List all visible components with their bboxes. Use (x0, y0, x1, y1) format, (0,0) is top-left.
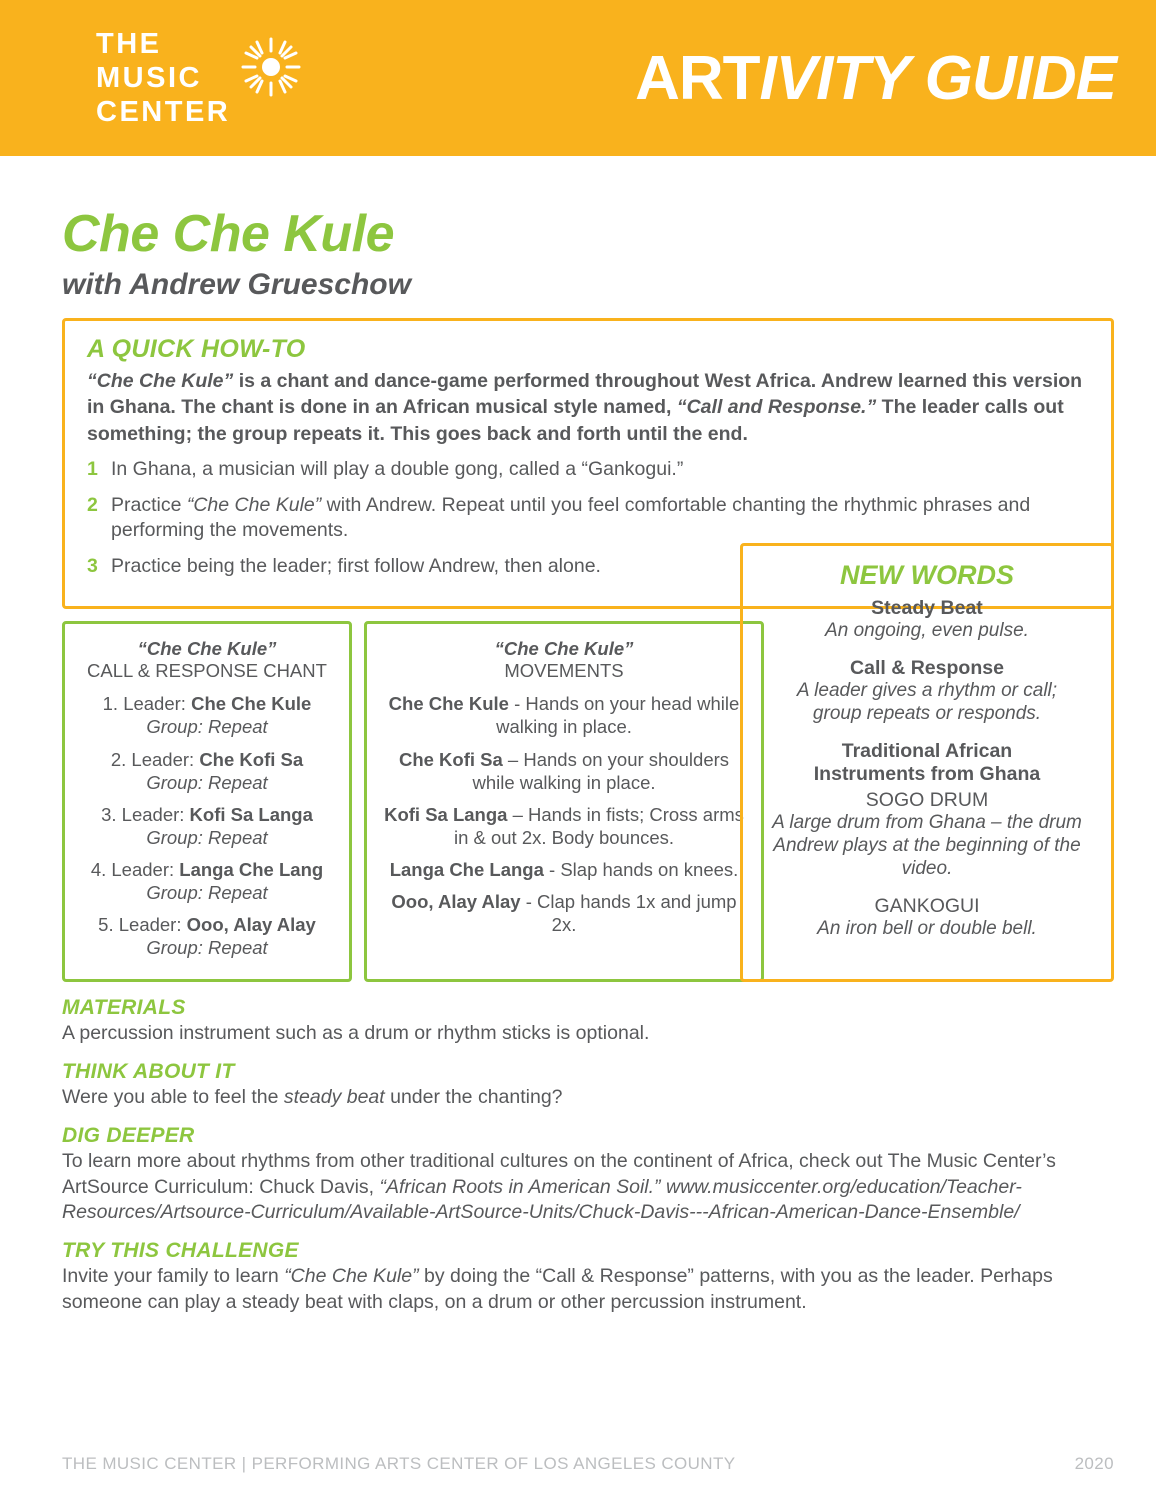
instrument-def-sogo: A large drum from Ghana – the drum Andrew plays at the beginning of the video. (772, 812, 1082, 879)
chant-item (75, 913, 339, 959)
movement-desc: - Clap hands 1x and jump 2x. (520, 891, 737, 936)
movement-item (377, 803, 751, 849)
page-header (0, 0, 1156, 156)
dig-deeper-section (62, 1124, 1114, 1225)
chant-call: Ooo, Alay Alay (186, 914, 316, 936)
chant-leader-label: 1. Leader: (102, 693, 192, 715)
chant-leader-label: 4. Leader: (90, 859, 180, 880)
chant-item (75, 803, 339, 849)
movement-item (377, 692, 751, 738)
chant-group-response: Group: Repeat (146, 882, 268, 904)
challenge-pre: Invite your family to learn (62, 1265, 285, 1288)
new-word-definition-line1: A leader gives a rhythm or call; (796, 680, 1058, 702)
think-about-it-text (62, 1085, 1114, 1110)
chant-leader-label: 3. Leader: (101, 803, 190, 825)
new-word-definition: An ongoing, even pulse. (825, 620, 1029, 642)
page-body (0, 156, 1156, 1315)
chant-leader-label: 5. Leader: (98, 914, 187, 936)
chant-call: Kofi Sa Langa (189, 803, 313, 825)
new-word-definition (755, 680, 1099, 726)
try-this-challenge-section (62, 1239, 1114, 1315)
movement-name: Che Che Kule (388, 693, 509, 715)
step-text-post: with Andrew. Repeat until you feel comfortable chanting the rhythmic phrases and performing the movements. (111, 493, 1031, 542)
try-this-challenge-heading: TRY THIS CHALLENGE (62, 1239, 299, 1263)
think-pre: Were you able to feel the (62, 1085, 284, 1108)
step-text: Practice being the leader; first follow Andrew, then alone. (111, 555, 601, 578)
instrument-name-gankogui: GANKOGUI (874, 894, 980, 917)
logo-wordmark (96, 27, 230, 130)
instrument-name-sogo: SOGO DRUM (865, 788, 989, 811)
step-text-pre: Practice (111, 493, 187, 516)
call-response-chant-box (62, 621, 352, 982)
movements-heading-sub: MOVEMENTS (504, 660, 624, 682)
chant-item (75, 692, 339, 738)
think-about-it-section (62, 1060, 1114, 1110)
step-text (111, 493, 1091, 544)
movements-column-heading (377, 638, 751, 682)
movement-desc: - Slap hands on knees. (543, 859, 739, 880)
movements-box (364, 621, 764, 982)
logo-line-the: THE (96, 27, 162, 60)
page-subtitle: with Andrew Grueschow (62, 268, 411, 301)
chant-group-response: Group: Repeat (146, 937, 268, 959)
chant-call: Langa Che Lang (179, 859, 324, 880)
instruments-heading-line2: Instruments from Ghana (813, 763, 1041, 786)
materials-section (62, 996, 1114, 1046)
step-number: 1 (87, 457, 98, 480)
footer-left-text: THE MUSIC CENTER | PERFORMING ARTS CENTER OF LOS ANGELES COUNTY (62, 1454, 736, 1473)
intro-title-quote: “Che Che Kule” (87, 370, 234, 392)
movement-name: Kofi Sa Langa (384, 803, 508, 825)
movement-name: Langa Che Langa (389, 859, 544, 880)
chant-group-response: Group: Repeat (146, 826, 268, 848)
think-em: steady beat (283, 1085, 385, 1108)
how-to-step-2 (87, 493, 1091, 544)
step-text-em: “Che Che Kule” (186, 493, 322, 516)
bottom-sections (62, 996, 1114, 1315)
how-to-step-1 (87, 457, 1091, 483)
materials-text: A percussion instrument such as a drum or rhythm sticks is optional. (62, 1021, 650, 1044)
new-words-box (740, 543, 1114, 982)
movement-item (377, 858, 751, 881)
materials-heading: MATERIALS (62, 995, 186, 1019)
dig-deeper-text (62, 1149, 1114, 1225)
new-word-term: Call & Response (850, 657, 1004, 680)
chant-group-response: Group: Repeat (146, 716, 268, 738)
quick-how-to-intro (87, 368, 1091, 447)
movement-item (377, 890, 751, 936)
artivity-guide-title-bold: ART (635, 43, 760, 113)
challenge-em: “Che Che Kule” (284, 1265, 419, 1288)
quick-how-to-heading: A QUICK HOW-TO (87, 335, 306, 363)
dig-pre: To learn more about rhythms from other traditional cultures on the continent of Africa, check out The Music Center’s ArtSource Curriculum: Chuck Davis, (62, 1150, 1056, 1198)
intro-text-d: The leader calls out something; the group repeats it. This goes back and forth until the end. (87, 396, 1064, 445)
dig-em: “African Roots in American Soil.” (379, 1175, 661, 1198)
try-this-challenge-text (62, 1264, 1114, 1315)
movement-name: Ooo, Alay Alay (391, 891, 521, 913)
chant-group-response: Group: Repeat (146, 771, 268, 793)
page-title: Che Che Kule (62, 205, 395, 263)
think-about-it-heading: THINK ABOUT IT (62, 1059, 235, 1083)
instruments-heading-line1: Traditional African (841, 740, 1013, 763)
movement-desc: – Hands on your shoulders while walking in place. (472, 748, 730, 793)
step-number: 2 (87, 493, 98, 516)
movements-heading-title: “Che Che Kule” (494, 637, 634, 659)
logo-line-music: MUSIC (96, 61, 202, 94)
movement-desc: - Hands on your head while walking in place. (496, 693, 740, 738)
challenge-post: by doing the “Call & Response” patterns, with you as the leader. Perhaps someone can play a steady beat with claps, on a drum or other percussion instrument. (62, 1265, 1053, 1313)
chant-heading-title: “Che Che Kule” (137, 637, 277, 659)
logo-line-center: CENTER (96, 96, 231, 129)
page-footer (62, 1454, 1114, 1474)
chant-call: Che Kofi Sa (199, 748, 304, 770)
think-post: under the chanting? (384, 1085, 563, 1108)
chant-heading-sub: CALL & RESPONSE CHANT (87, 660, 327, 682)
artivity-guide-title (635, 43, 1116, 114)
chant-column-heading (75, 638, 339, 682)
artsource-curriculum-link[interactable]: www.musiccenter.org/education/Teacher-Resources/Artsource-Curriculum/Available-ArtSource-Units/Chuck-Davis---African-American-Dance-Ensemble/ (62, 1175, 1022, 1223)
instrument-def-gankogui: An iron bell or double bell. (817, 918, 1037, 939)
step-number: 3 (87, 555, 98, 578)
sunburst-icon (240, 36, 302, 103)
chant-call: Che Che Kule (191, 693, 312, 715)
footer-year: 2020 (1074, 1454, 1114, 1473)
new-word-term: Steady Beat (871, 596, 983, 619)
music-center-logo (96, 27, 302, 130)
chant-item (75, 858, 339, 904)
step-text: In Ghana, a musician will play a double gong, called a “Gankogui.” (111, 457, 684, 480)
new-word-definition-line2: group repeats or responds. (812, 703, 1042, 725)
dig-deeper-heading: DIG DEEPER (62, 1124, 195, 1148)
chant-item (75, 748, 339, 794)
chant-leader-label: 2. Leader: (110, 748, 200, 770)
intro-text-b: is a chant and dance-game performed throughout West Africa. Andrew learned this version in Ghana. The chant is done in an African musical style named, (87, 370, 1083, 419)
movement-item (377, 748, 751, 794)
movement-desc: – Hands in fists; Cross arms in & out 2x. Body bounces. (453, 803, 744, 848)
intro-call-response: “Call and Response.” (676, 396, 877, 419)
new-words-heading: NEW WORDS (840, 559, 1014, 590)
artivity-guide-title-rest: IVITY GUIDE (759, 43, 1116, 113)
movement-name: Che Kofi Sa (398, 748, 503, 770)
